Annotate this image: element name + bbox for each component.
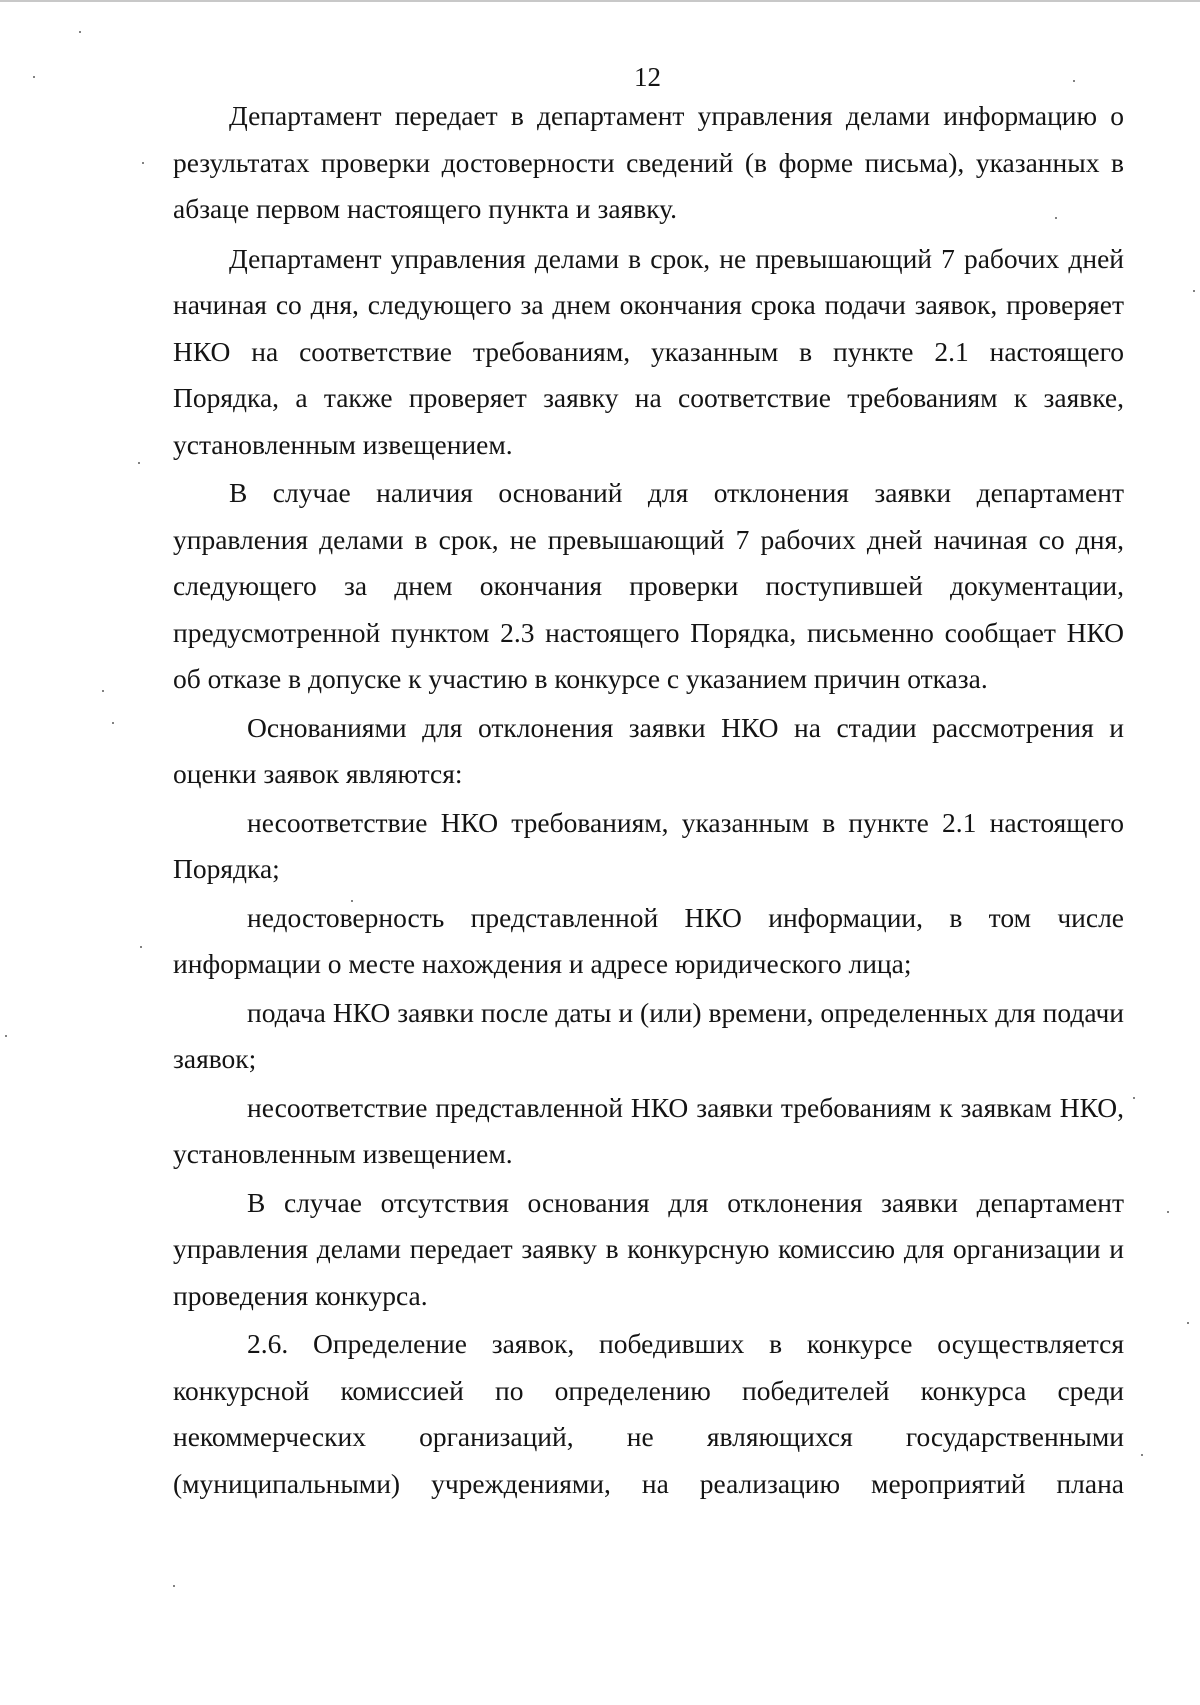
- list-item-late-submission: подача НКО заявки после даты и (или) времени, определенных для подачи заявок;: [173, 996, 1124, 1074]
- scan-speck: [1073, 80, 1075, 82]
- scan-speck: [140, 946, 142, 948]
- paragraph-section-2-6: 2.6. Определение заявок, победивших в конкурсе осуществляется конкурсной комиссией по определению победителей конкурса среди некоммерческих организаций, не являющихся государственными (муниципальными) учреждениями, на реализацию мероприятий плана: [173, 1328, 1124, 1499]
- scan-speck: [1141, 1454, 1143, 1456]
- scan-speck: [79, 31, 81, 33]
- scan-speck: [138, 462, 140, 464]
- scan-speck: [33, 76, 35, 78]
- paragraph-verification-terms: Департамент управления делами в срок, не превышающий 7 рабочих дней начиная со дня, следующего за днем окончания срока подачи заявок, проверяет НКО на соответствие требованиям, указанным в пункте 2.1 настоящего Порядка, а также проверяет заявку на соответствие требованиям к заявке, установленным извещением.: [173, 242, 1124, 460]
- scan-speck: [5, 1035, 7, 1037]
- scan-speck: [142, 162, 144, 164]
- scan-speck: [1167, 1211, 1169, 1213]
- paragraph-rejection-notice: В случае наличия оснований для отклонения заявки департамент управления делами в срок, не превышающий 7 рабочих дней начиная со дня, следующего за днем окончания проверки поступившей документации, предусмотренной пунктом 2.3 настоящего Порядка, письменно сообщает НКО об отказе в допуске к участию в конкурсе с указанием причин отказа.: [173, 477, 1124, 694]
- list-item-false-information: недостоверность представленной НКО информации, в том числе информации о месте нахождения и адресе юридического лица;: [173, 901, 1124, 979]
- scan-top-edge: [0, 0, 1200, 2]
- page-number: 12: [634, 62, 661, 92]
- paragraph-no-rejection: В случае отсутствия основания для отклонения заявки департамент управления делами передает заявку в конкурсную комиссию для организации и проведения конкурса.: [173, 1186, 1124, 1311]
- paragraph-rejection-grounds-intro: Основаниями для отклонения заявки НКО на стадии рассмотрения и оценки заявок являются:: [173, 711, 1124, 789]
- list-item-application-mismatch: несоответствие представленной НКО заявки требованиям к заявкам НКО, установленным извещением.: [173, 1091, 1124, 1169]
- document-body: [173, 93, 1124, 1507]
- scan-speck: [351, 900, 353, 902]
- scan-speck: [1055, 217, 1057, 219]
- scan-speck: [102, 690, 104, 692]
- list-item-requirements-mismatch: несоответствие НКО требованиям, указанным в пункте 2.1 настоящего Порядка;: [173, 806, 1124, 884]
- scan-speck: [1133, 1097, 1135, 1099]
- scan-speck: [112, 722, 114, 724]
- scan-speck: [1187, 1322, 1189, 1324]
- paragraph-department-transfer: Департамент передает в департамент управления делами информацию о результатах проверки достоверности сведений (в форме письма), указанных в абзаце первом настоящего пункта и заявку.: [173, 100, 1124, 224]
- scan-speck: [173, 1585, 175, 1587]
- scan-speck: [1193, 290, 1195, 292]
